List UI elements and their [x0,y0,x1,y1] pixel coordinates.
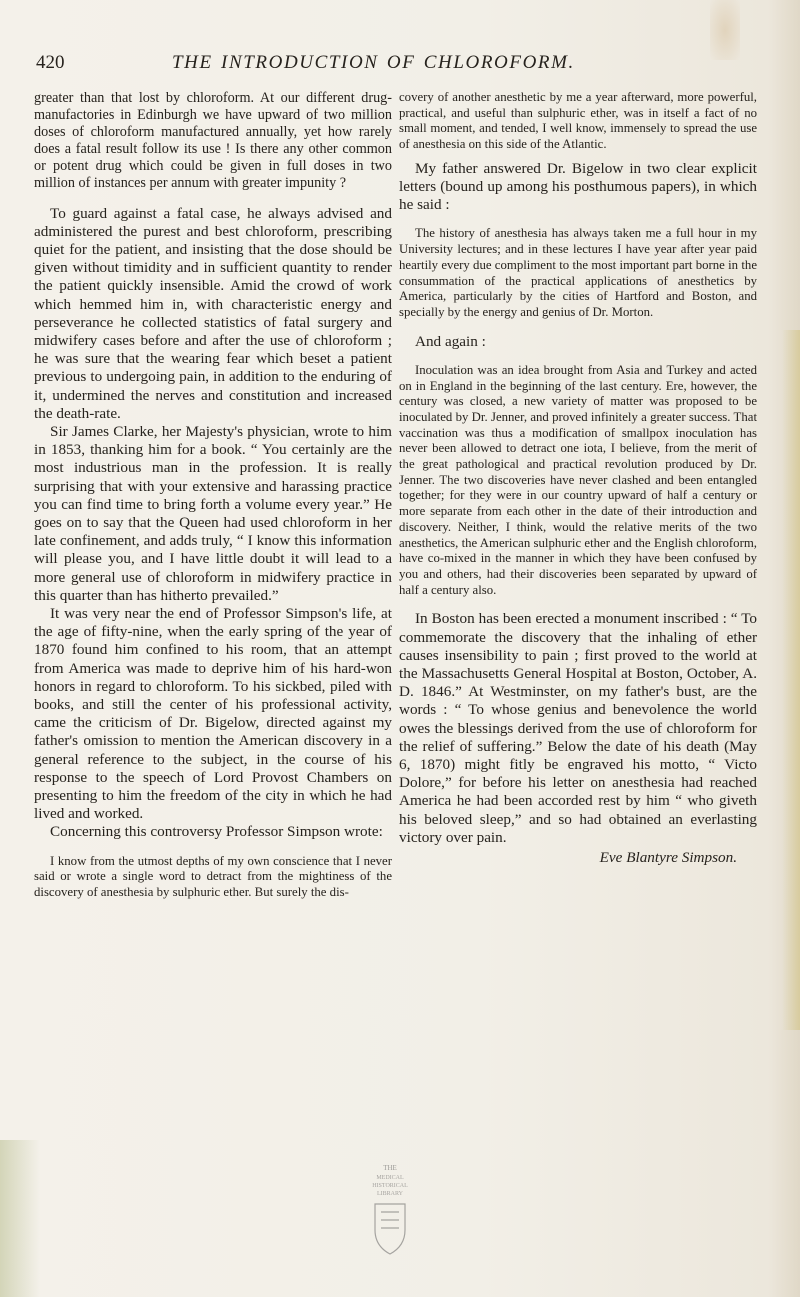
paragraph: It was very near the end of Professor Simpson's life, at the age of fifty-nine, when the early spring of the year of 1870 found him confined to his room, that an attempt from America was made to deprive him of his hard-won honors in regard to chloroform. To his sickbed, piled with books, and still the center of his professional activity, came the criticism of Dr. Bigelow, directed against my father's omission to mention the American discovery in a general reference to the subject, in the course of his response to the speech of Lord Provost Chambers on presenting to him the freedom of the city in which he had lived and worked. [34,605,392,823]
paper-edge-stain [782,330,800,1030]
block-quote: I know from the utmost depths of my own conscience that I never said or wrote a single word to detract from the mightiness of the discovery of anesthesia by sulphuric ether. But surely the dis- [34,853,392,900]
paragraph: Concerning this controversy Professor Simpson wrote: [50,823,383,841]
block-quote: Inoculation was an idea brought from Asia and Turkey and acted on in England in the beginning of the last century. Ere, however, the century was closed, a new variety of matter was proposed to be inoculated by Dr. Jenner, and proved infinitely a greater success. That vaccination was thus a modification of smallpox inoculation has never been allowed to detract one iota, I believe, from the merit of the great pathological and practical revolution produced by Dr. Jenner. The two discoveries have never clashed and been entangled together; for they were in our country upward of half a century or more separate from each other in the date of their introduction and discovery. Neither, I think, would the relative merits of the two anesthetics, the American sulphuric ether and the English chloroform, have co-mixed in the manner in which they have been confused by you and others, had their discoveries been separated by upward of half a century also. [399,362,757,597]
paragraph: greater than that lost by chloroform. At our different drug-manufactories in Edinburgh we have upward of two million doses of chloroform manufactured annually, yet how rarely does a fatal result follow its use ! Is there any other common or potent drug which could be given in full doses in two million of instances per annum with greater impunity ? [34,90,392,192]
block-quote: The history of anesthesia has always taken me a full hour in my University lectures; and in these lectures I have year after year paid heartily every due compliment to the most important part borne in the consummation of the practical applications of anesthetics by America, particularly by the cities of Hartford and Boston, and specially by the energy and genius of Dr. Morton. [399,226,757,319]
author-signature: Eve Blantyre Simpson. [599,849,737,867]
page-header [0,46,800,80]
paragraph: My father answered Dr. Bigelow in two clear explicit letters (bound up among his posthumous papers), in which he said : [399,159,757,214]
paper-corner-stain [0,1140,40,1297]
block-quote-continued: covery of another anesthetic by me a year afterward, more powerful, practical, and useful than sulphuric ether, was in itself a fact of no small moment, and tended, I well know, immensely to spread the use of anesthesia on this side of the Atlantic. [399,90,757,152]
running-title: THE INTRODUCTION OF CHLOROFORM. [172,52,575,73]
page-number: 420 [36,52,65,73]
left-column [34,90,392,901]
stamp-line: THE [383,1164,397,1172]
paragraph: To guard against a fatal case, he always advised and administered the purest and best chloroform, prescribing quiet for the patient, and insisting that the dose should be given without timidity and in sufficient quantity to render the patient quickly insensible. Amid the crowd of work which hemmed him in, with characteristic energy and perseverance he collected statistics of fatal surgery and midwifery cases before and after the use of chloroform ; he was sure that the wearing fear which beset a patient previous to undergoing pain, in addition to the enduring of it, undermined the nerves and constitution and increased the death-rate. [34,204,392,422]
paragraph: Sir James Clarke, her Majesty's physician, wrote to him in 1853, thanking him for a book. “ You certainly are the most industrious man in the profession. It is really surprising that with your extensive and harassing practice you can find time to bring forth a volume every year.” He goes on to say that the Queen had used chloroform in her late confinement, and adds truly, “ I know this information will please you, and I have little doubt it will lead to a more general use of chloroform in midwifery practice in this quarter than has hitherto prevailed.” [34,423,392,604]
stamp-line: MEDICAL [376,1175,404,1181]
shield-icon [375,1204,405,1254]
paragraph: And again : [415,332,486,350]
right-column [399,90,757,867]
library-stamp [355,1160,425,1260]
paragraph: In Boston has been erected a monument inscribed : “ To commemorate the discovery that the inhaling of ether causes insensibility to pain ; first proved to the world at the Massachusetts General Hospital at Boston, October, A. D. 1846.” At Westminster, on my father's bust, are the words : “ To whose genius and benevolence the world owes the blessings derived from the use of chloroform for the relief of suffering.” Below the date of his death (May 6, 1870) might fitly be engraved his motto, “ Victo Dolore,” for before his letter on anesthesia had reached America he had been accorded rest by him “ who giveth his beloved sleep,” and so had obtained an everlasting victory over pain. [399,610,757,846]
stamp-line: LIBRARY [376,1191,404,1197]
stamp-line: HISTORICAL [372,1183,408,1189]
